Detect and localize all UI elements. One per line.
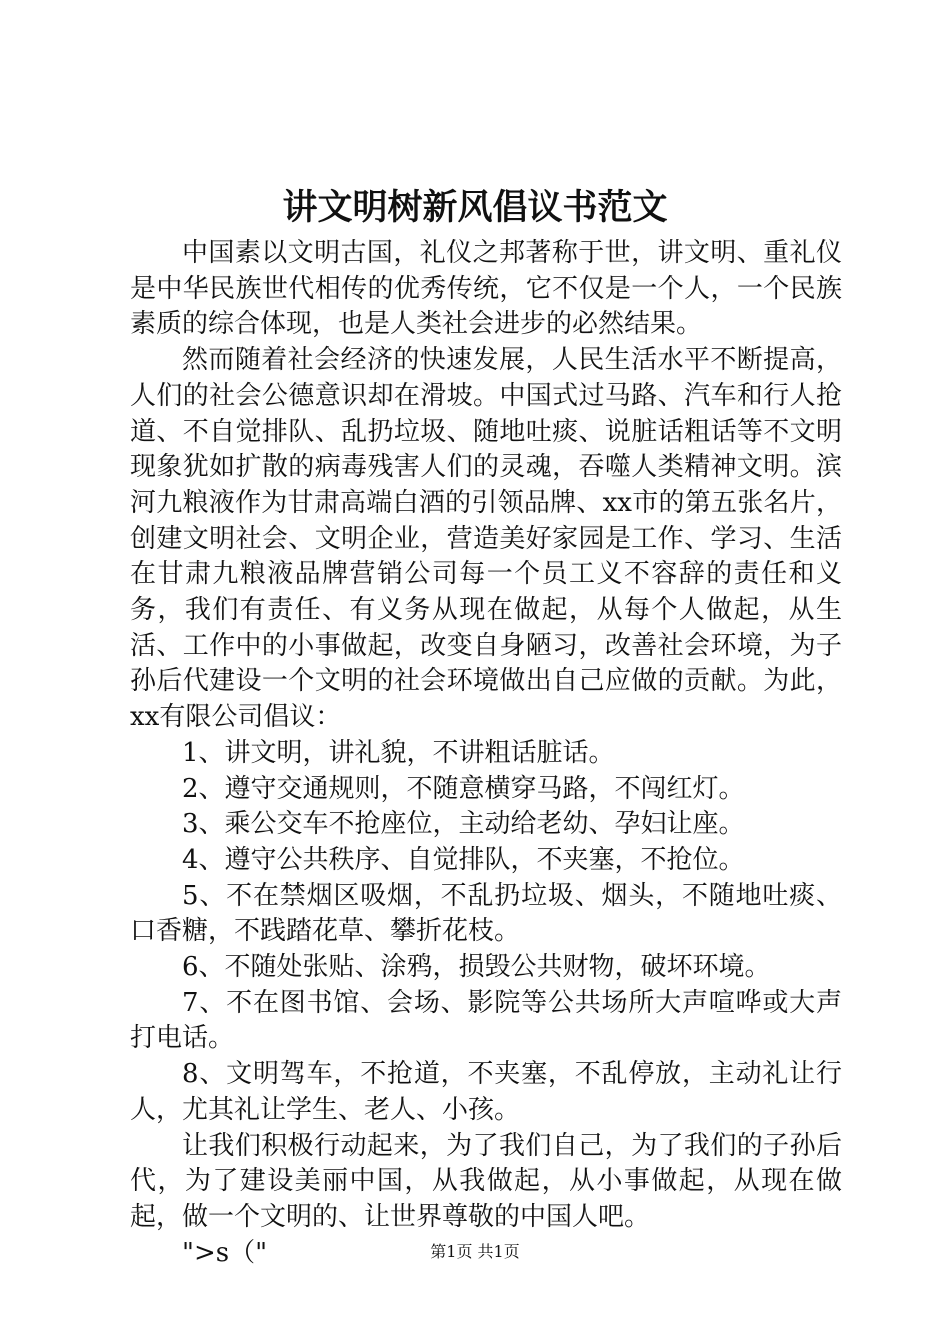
paragraph-closing: 让我们积极行动起来，为了我们自己，为了我们的子孙后代，为了建设美丽中国，从我做起，从小事做起，从现在做起，做一个文明的、让世界尊敬的中国人吧。 bbox=[130, 1130, 842, 1232]
proposal-item-2: 2、遵守交通规则，不随意横穿马路，不闯红灯。 bbox=[182, 773, 745, 804]
proposal-item-7: 7、不在图书馆、会场、影院等公共场所大声喧哗或大声打电话。 bbox=[130, 987, 842, 1054]
document-title: 讲文明树新风倡议书范文 bbox=[282, 187, 668, 228]
proposal-item-4: 4、遵守公共秩序、自觉排队，不夹塞，不抢位。 bbox=[182, 844, 745, 875]
page-number-footer: 第1页 共1页 bbox=[430, 1242, 520, 1261]
paragraph-context: 然而随着社会经济的快速发展，人民生活水平不断提高，人们的社会公德意识却在滑坡。中国式过马路、汽车和行人抢道、不自觉排队、乱扔垃圾、随地吐痰、说脏话粗话等不文明现象犹如扩散的病毒残害人们的灵魂，吞噬人类精神文明。滨河九粮液作为甘肃高端白酒的引领品牌、xx市的第五张名片，创建文明社会、文明企业，营造美好家园是工作、学习、生活在甘肃九粮液品牌营销公司每一个员工义不容辞的责任和义务，我们有责任、有义务从现在做起，从每个人做起，从生活、工作中的小事做起，改变自身陋习，改善社会环境，为子孙后代建设一个文明的社会环境做出自己应做的贡献。为此，xx有限公司倡议： bbox=[130, 345, 842, 733]
paragraph-stray-text: ">s（" bbox=[182, 1237, 268, 1268]
proposal-item-1: 1、讲文明，讲礼貌，不讲粗话脏话。 bbox=[182, 737, 615, 768]
proposal-item-5: 5、不在禁烟区吸烟，不乱扔垃圾、烟头，不随地吐痰、口香糖，不践踏花草、攀折花枝。 bbox=[130, 880, 842, 947]
paragraph-intro: 中国素以文明古国，礼仪之邦著称于世，讲文明、重礼仪是中华民族世代相传的优秀传统，它不仅是一个人，一个民族素质的综合体现，也是人类社会进步的必然结果。 bbox=[130, 238, 842, 340]
document-body bbox=[130, 236, 842, 1271]
proposal-item-3: 3、乘公交车不抢座位，主动给老幼、孕妇让座。 bbox=[182, 809, 745, 840]
proposal-item-8: 8、文明驾车，不抢道，不夹塞，不乱停放，主动礼让行人，尤其礼让学生、老人、小孩。 bbox=[130, 1059, 842, 1125]
proposal-item-6: 6、不随处张贴、涂鸦，损毁公共财物，破坏环境。 bbox=[182, 952, 771, 983]
